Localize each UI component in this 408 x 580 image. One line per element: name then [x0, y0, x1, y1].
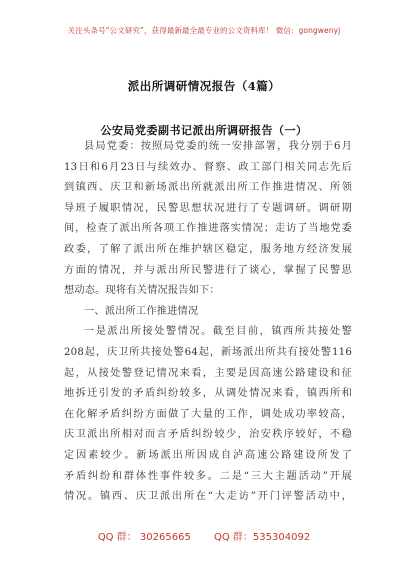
document-title: 派出所调研情况报告（4篇）	[127, 79, 281, 93]
paragraph-line: 到镇西、庆卫和新场派出所就派出所工作推进情况、所领	[64, 182, 352, 194]
paragraph-line: 情况。镇西、庆卫派出所在“大走访”开门评警活动中，	[64, 491, 352, 503]
section-heading: 一、派出所工作推进情况	[84, 305, 199, 317]
qq-group-2: QQ 群：535304092	[214, 532, 311, 543]
section-title: 公安局党委副书记派出所调研报告（一）	[100, 124, 308, 137]
paragraph-line: 矛盾纠纷和群体性事件较多。二是“三大主题活动”开展	[64, 470, 352, 482]
paragraph-line: 13日和6月23日与续效办、督察、政工部门相关同志先后	[64, 161, 352, 173]
paragraph-line: 在化解矛盾纠纷方面做了大量的工作，调处成功率较高，	[64, 408, 352, 420]
paragraph-line: 方面的情况，并与派出所民警进行了谈心，掌握了民警思	[64, 264, 352, 276]
paragraph-line: 县局党委：按照局党委的统一安排部署，我分别于6月	[84, 141, 352, 152]
footer	[0, 528, 408, 543]
qq-group-1: QQ 群： 30265665	[97, 532, 191, 543]
paragraph-line: 政委，了解了派出所在维护辖区稳定，服务地方经济发展	[64, 243, 352, 255]
paragraph-line: 定因素较少。新场派出所因成自泸高速公路建设所发了	[64, 449, 352, 461]
paragraph-line: 庆卫派出所相对而言矛盾纠纷较少，治安秩序较好，不稳	[64, 429, 352, 441]
paragraph-line: 一是派出所接处警情况。截至目前，镇西所共接处警	[84, 326, 352, 338]
body-text	[64, 137, 352, 508]
paragraph-line: 想动态。现将有关情况报告如下：	[64, 285, 220, 297]
top-banner: 关注头条号“公文研究”，获得最新最全最专业的公文资料库！ 微信：gongwenyj	[67, 26, 341, 35]
paragraph-line: 导班子履职情况，民警思想状况进行了专题调研。调研期	[64, 202, 352, 214]
paragraph-line: 起，从接处警登记情况来看，主要是因高速公路建设和征	[64, 367, 352, 379]
paragraph-line: 208起，庆卫所共接处警64起，新场派出所共有接处警116	[64, 346, 352, 358]
paragraph-line: 地拆迁引发的矛盾纠纷较多，从调处情况来看，镇西所和	[64, 388, 352, 400]
paragraph-line: 间，检查了派出所各项工作推进落实情况；走访了当地党委	[64, 223, 352, 235]
